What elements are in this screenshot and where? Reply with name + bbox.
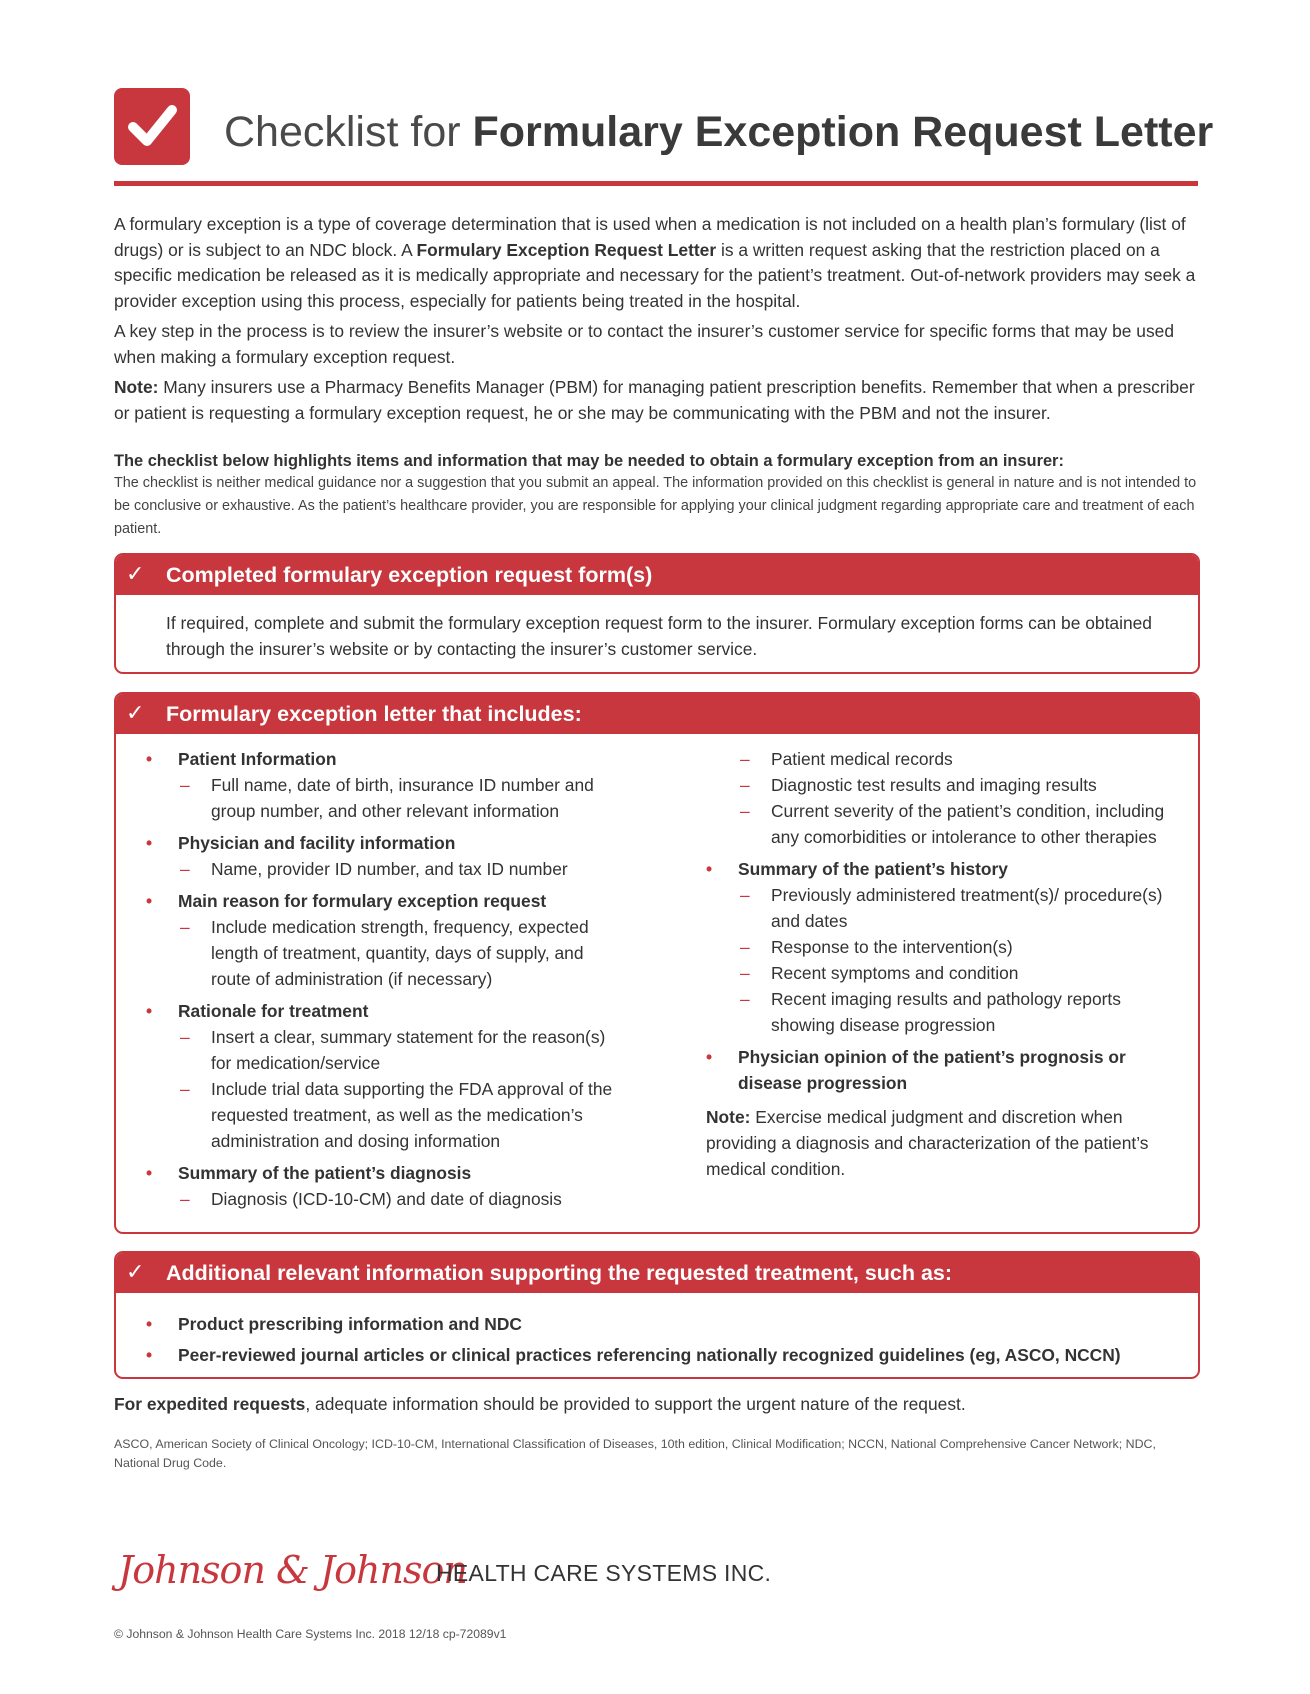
dash-icon: – [180,859,190,879]
note-text: Many insurers use a Pharmacy Benefits Manager (PBM) for managing patient prescription benefits. Remember that when a prescriber or patient is requesting a formulary exception request, he or she may be communicating with the PBM and not the insurer. [114,377,1195,423]
dash-icon: – [740,801,750,821]
sub-list-item [146,1186,616,1212]
sub-list-item [146,772,616,824]
bullet-icon: • [146,1345,153,1365]
list-item [146,888,616,914]
dash-icon: – [740,963,750,983]
list-item [146,1160,616,1186]
sub-list-item [706,798,1166,850]
checklist-box-title: Formulary exception letter that includes: [166,702,582,726]
checklist-box-request-form [114,553,1200,674]
list-item [146,998,616,1024]
bullet-icon: • [146,749,153,769]
sub-list-item [146,1024,616,1076]
title-bold: Formulary Exception Request Letter [472,108,1214,156]
check-icon: ✓ [126,1259,145,1284]
sub-list-item [706,934,1166,960]
sub-list-item-text: Recent symptoms and condition [771,963,1019,983]
sub-list-item-text: Name, provider ID number, and tax ID number [211,859,568,879]
bullet-icon: • [706,859,713,879]
expedited-text: , adequate information should be provided to support the urgent nature of the request. [305,1394,966,1414]
note-label: Note: [114,377,159,397]
dash-icon: – [180,1079,190,1099]
checklist-box-additional-info [114,1251,1200,1379]
sub-list-item [706,986,1166,1038]
sub-list-item-text: Previously administered treatment(s)/ procedure(s) and dates [771,885,1163,931]
copyright-line: © Johnson & Johnson Health Care Systems Inc. 2018 12/18 cp-72089v1 [114,1627,507,1641]
dash-icon: – [740,989,750,1009]
checklist-box-title: Completed formulary exception request form(s) [166,563,653,587]
logo-company-name: HEALTH CARE SYSTEMS INC. [436,1560,772,1586]
page-title [224,108,1213,157]
intro-paragraph-1 [114,212,1204,314]
list-item-label: Physician opinion of the patient’s prognosis or disease progression [738,1047,1126,1093]
bullet-icon: • [146,1163,153,1183]
letter-right-column [706,746,1166,1182]
sub-list-item [706,746,1166,772]
list-item-label: Patient Information [178,749,337,769]
sub-list-item-text: Full name, date of birth, insurance ID number and group number, and other relevant information [211,775,594,821]
list-item [706,1044,1166,1096]
list-item [146,1309,1186,1340]
intro-paragraph-2: A key step in the process is to review the insurer’s website or to contact the insurer’s customer service for specific forms that may be used when making a formulary exception request. [114,321,1175,367]
dash-icon: – [180,1027,190,1047]
list-item-label: Summary of the patient’s diagnosis [178,1163,472,1183]
sub-list-item [706,882,1166,934]
list-item [146,830,616,856]
checklist-box-title: Additional relevant information supporting the requested treatment, such as: [166,1261,953,1285]
dash-icon: – [180,775,190,795]
sub-list-item-text: Include medication strength, frequency, expected length of treatment, quantity, days of supply, and route of administration (if necessary) [211,917,589,989]
guidance-section [114,450,1204,541]
expedited-requests-note [114,1394,966,1415]
dash-icon: – [740,775,750,795]
intro-text-b: is a written request asking that the restriction placed on a specific medication be released as it is medically appropriate and necessary for the patient’s treatment. Out-of-network providers may seek a provider exception using this process, especially for patients being treated in the hospital. [114,239,1196,311]
additional-info-list [146,1309,1186,1371]
intro-text-a: A formulary exception is a type of coverage determination that is used when a medication is not included on a health plan’s formulary (list of drugs) or is subject to an NDC block. A [114,214,1186,260]
dash-icon: – [180,917,190,937]
sub-list-item [146,914,616,992]
list-item-label: Peer-reviewed journal articles or clinical practices referencing nationally recognized guidelines (eg, ASCO, NCCN) [178,1345,1121,1365]
bullet-icon: • [146,891,153,911]
page-header [114,88,1214,186]
bullet-icon: • [146,833,153,853]
sub-list-item-text: Response to the intervention(s) [771,937,1013,957]
list-item-label: Summary of the patient’s history [738,859,1008,879]
guidance-text: The checklist is neither medical guidance nor a suggestion that you submit an appeal. The information provided on this checklist is general in nature and is not intended to be conclusive or exhaustive. As the patient’s healthcare provider, you are responsible for applying your clinical judgment regarding appropriate care and treatment of each patient. [114,475,1197,537]
dash-icon: – [740,937,750,957]
intro-bold: Formulary Exception Request Letter [416,239,717,260]
list-item [146,746,616,772]
sub-list-item-text: Current severity of the patient’s condition, including any comorbidities or intolerance to other therapies [771,801,1165,847]
letter-left-column [146,746,616,1212]
checklist-box-header [116,1253,1198,1293]
title-prefix: Checklist for [224,108,473,156]
note-text: Exercise medical judgment and discretion when providing a diagnosis and characterization of the patient’s medical condition. [706,1107,1149,1179]
list-item-label: Main reason for formulary exception request [178,891,547,911]
sub-list-item [706,772,1166,798]
logo-script: Johnson & Johnson [118,1548,467,1592]
checkmark-icon [114,88,190,165]
sub-list-item-text: Insert a clear, summary statement for the reason(s) for medication/service [211,1027,606,1073]
bullet-icon: • [146,1001,153,1021]
dash-icon: – [180,1189,190,1209]
dash-icon: – [740,885,750,905]
title-divider [114,181,1198,186]
sub-list-item [146,856,616,882]
abbreviations-footnote: ASCO, American Society of Clinical Oncology; ICD-10-CM, International Classification of Diseases, 10th edition, Clinical Modification; NCCN, National Comprehensive Cancer Network; NDC, National Drug Code. [114,1437,1156,1470]
sub-list-item-text: Include trial data supporting the FDA approval of the requested treatment, as well as the medication’s administration and dosing information [211,1079,613,1151]
sub-list-item-text: Diagnostic test results and imaging results [771,775,1097,795]
note-label: Note: [706,1107,751,1127]
checklist-box-header [116,694,1198,734]
list-item-label: Physician and facility information [178,833,456,853]
check-icon: ✓ [126,700,145,725]
list-item [146,1340,1186,1371]
bullet-icon: • [146,1314,153,1334]
sub-list-item-text: Patient medical records [771,749,953,769]
sub-list-item [146,1076,616,1154]
dash-icon: – [740,749,750,769]
checklist-box-header [116,555,1198,595]
expedited-label: For expedited requests [114,1394,306,1414]
checklist-box-body: If required, complete and submit the formulary exception request form to the insurer. Formulary exception forms can be obtained through the insurer’s website or by contacting the insurer’s customer service. [166,613,1152,659]
sub-list-item-text: Recent imaging results and pathology reports showing disease progression [771,989,1121,1035]
sub-list-item-text: Diagnosis (ICD-10-CM) and date of diagnosis [211,1189,562,1209]
sub-list-item [706,960,1166,986]
letter-note [706,1104,1166,1182]
intro-paragraph-3 [114,375,1204,426]
list-item-label: Rationale for treatment [178,1001,369,1021]
guidance-heading: The checklist below highlights items and information that may be needed to obtain a formulary exception from an insurer: [114,452,1064,470]
list-item-label: Product prescribing information and NDC [178,1314,522,1334]
bullet-icon: • [706,1047,713,1067]
check-icon: ✓ [126,561,145,586]
list-item [706,856,1166,882]
intro-section [114,212,1204,431]
checklist-box-letter [114,692,1200,1234]
